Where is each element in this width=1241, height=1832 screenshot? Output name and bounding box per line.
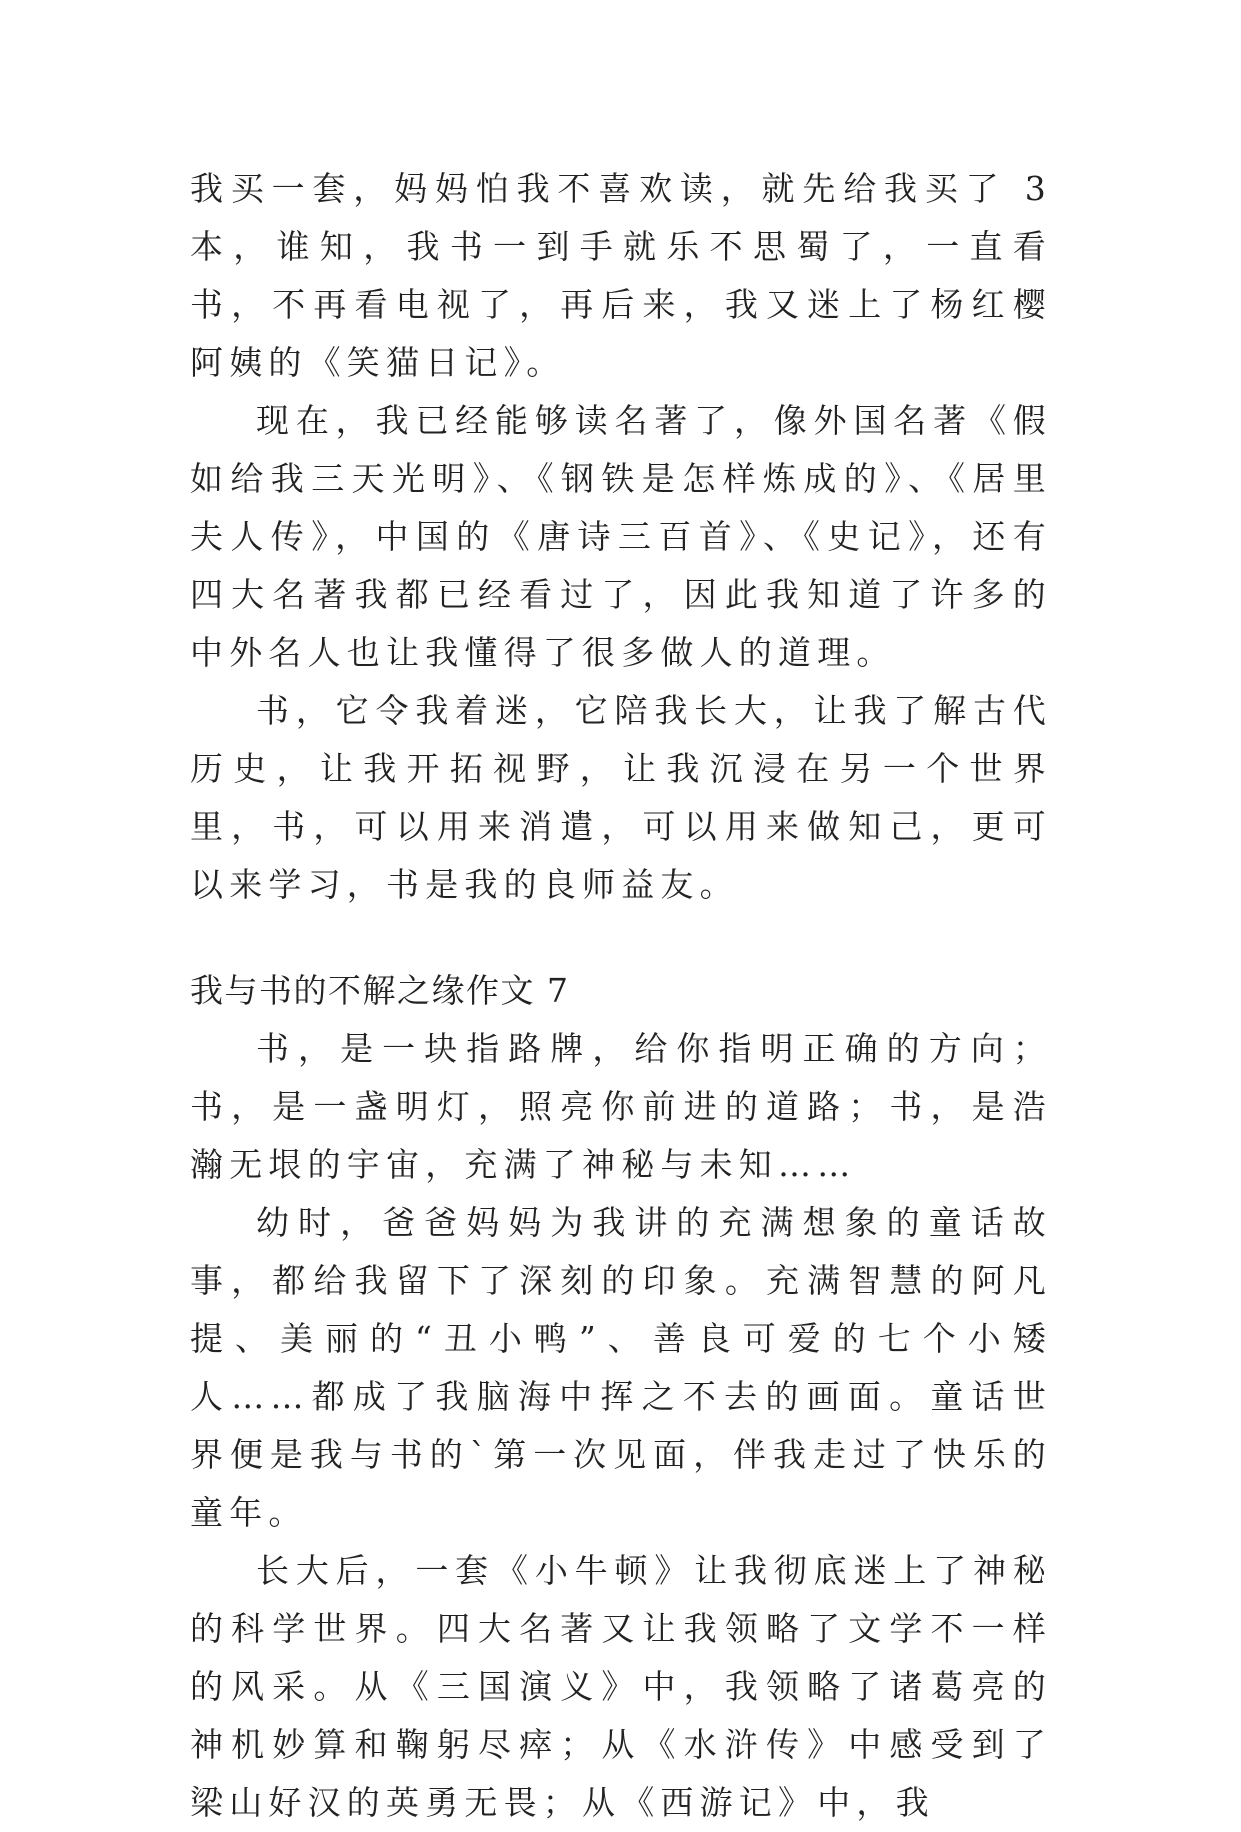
document-body	[190, 160, 1052, 1832]
paragraph-growing-up: 长大后，一套《小牛顿》让我彻底迷上了神秘的科学世界。四大名著又让我领略了文学不一样的风采。从《三国演义》中，我领略了诸葛亮的神机妙算和鞠躬尽瘁；从《水浒传》中感受到了梁山好汉的英勇无畏；从《西游记》中，我	[190, 1551, 1052, 1822]
essay-title: 我与书的不解之缘作文 7	[190, 971, 570, 1010]
paragraph-book-friend: 书，它令我着迷，它陪我长大，让我了解古代历史，让我开拓视野，让我沉浸在另一个世界里，书，可以用来消遣，可以用来做知己，更可以来学习，书是我的良师益友。	[190, 691, 1052, 904]
paragraph-book-signpost: 书，是一块指路牌，给你指明正确的方向；书，是一盏明灯，照亮你前进的道路；书，是浩瀚无垠的宇宙，充满了神秘与未知……	[190, 1029, 1052, 1184]
paragraph-masterpieces: 现在，我已经能够读名著了，像外国名著《假如给我三天光明》、《钢铁是怎样炼成的》、《居里夫人传》，中国的《唐诗三百首》、《史记》，还有四大名著我都已经看过了，因此我知道了许多的中外名人也让我懂得了很多做人的道理。	[190, 401, 1052, 672]
paragraph-continued: 我买一套，妈妈怕我不喜欢读，就先给我买了 3 本，谁知，我书一到手就乐不思蜀了，一直看书，不再看电视了，再后来，我又迷上了杨红樱阿姨的《笑猫日记》。	[190, 169, 1052, 382]
paragraph-childhood-tales: 幼时，爸爸妈妈为我讲的充满想象的童话故事，都给我留下了深刻的印象。充满智慧的阿凡提、美丽的“丑小鸭”、善良可爱的七个小矮人……都成了我脑海中挥之不去的画面。童话世界便是我与书的`第一次见面，伴我走过了快乐的童年。	[190, 1203, 1052, 1532]
